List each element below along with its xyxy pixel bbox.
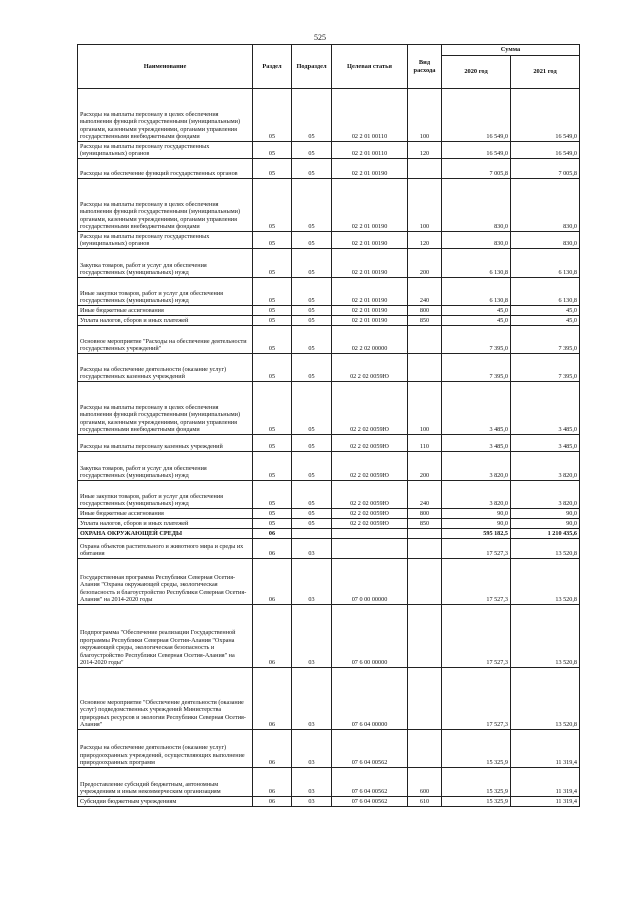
row-sum-2021: 3 485,0 [511,382,580,435]
header-summa: Сумма [442,45,580,56]
table-row [78,354,580,382]
table-row [78,159,580,179]
row-statya: 07 6 00 00000 [332,605,408,668]
row-sum-2021: 90,0 [511,519,580,529]
row-name: Уплата налогов, сборов и иных платежей [78,316,253,326]
row-sum-2020: 595 182,5 [442,529,511,539]
row-razdel: 05 [253,435,292,452]
row-sum-2021: 11 319,4 [511,730,580,768]
row-razdel: 05 [253,519,292,529]
row-sum-2021: 7 005,8 [511,159,580,179]
row-sum-2020: 3 485,0 [442,382,511,435]
table-row [78,529,580,539]
row-sum-2020: 3 820,0 [442,452,511,481]
row-vid: 240 [408,481,442,509]
row-podrazdel: 03 [292,539,332,559]
row-sum-2021: 16 549,0 [511,142,580,159]
row-sum-2020: 90,0 [442,519,511,529]
row-sum-2020: 7 395,0 [442,326,511,354]
row-statya: 02 2 02 0059Ю [332,519,408,529]
row-razdel: 05 [253,159,292,179]
row-sum-2021: 13 520,8 [511,605,580,668]
row-sum-2020: 45,0 [442,316,511,326]
row-statya: 07 6 04 00000 [332,668,408,730]
row-statya: 02 2 01 00190 [332,278,408,306]
row-razdel: 05 [253,382,292,435]
row-vid [408,668,442,730]
table-row [78,797,580,807]
row-sum-2021: 16 549,0 [511,89,580,142]
row-sum-2020: 45,0 [442,306,511,316]
row-statya: 02 2 02 00000 [332,326,408,354]
row-statya: 02 2 01 00190 [332,306,408,316]
row-vid: 600 [408,768,442,797]
table-row [78,89,580,142]
row-statya: 07 6 04 00562 [332,768,408,797]
row-podrazdel: 05 [292,142,332,159]
row-sum-2021: 7 395,0 [511,326,580,354]
table-row [78,326,580,354]
row-name: Подпрограмма "Обеспечение реализации Государственной программы Республики Северная Осетия-Алания "Охрана окружающей среды, экологическая безопасность и благоустройство Республики Северная Осетия-Алания" на 2014-2020 годы" [78,605,253,668]
table-row [78,249,580,278]
row-sum-2020: 17 527,3 [442,539,511,559]
row-sum-2021: 3 485,0 [511,435,580,452]
row-sum-2021: 11 319,4 [511,797,580,807]
table-row [78,316,580,326]
row-name: Расходы на выплаты персоналу государственных (муниципальных) органов [78,232,253,249]
table-row [78,730,580,768]
row-statya: 02 2 02 0059Ю [332,509,408,519]
row-name: Уплата налогов, сборов и иных платежей [78,519,253,529]
header-razdel: Раздел [253,45,292,89]
table-row [78,142,580,159]
row-sum-2021: 11 319,4 [511,768,580,797]
row-vid: 200 [408,249,442,278]
row-vid [408,559,442,605]
row-sum-2020: 90,0 [442,509,511,519]
row-sum-2020: 830,0 [442,232,511,249]
row-sum-2020: 17 527,3 [442,605,511,668]
row-razdel: 05 [253,452,292,481]
row-sum-2021: 6 130,8 [511,278,580,306]
row-vid: 850 [408,316,442,326]
row-statya: 02 2 01 00110 [332,89,408,142]
row-name: Государственная программа Республики Северная Осетия-Алания "Охрана окружающей среды, экологическая безопасность и благоустройство Республики Северная Осетия-Алания" на 2014-2020 годы [78,559,253,605]
row-sum-2021: 45,0 [511,306,580,316]
table-body [78,89,580,807]
row-statya: 02 2 02 0059Ю [332,435,408,452]
row-name: Основное мероприятие "Обеспечение деятельности (оказание услуг) подведомственных учреждений Министерства природных ресурсов и экологии Республики Северная Осетия-Алания" [78,668,253,730]
row-razdel: 05 [253,354,292,382]
row-podrazdel: 05 [292,519,332,529]
table-row [78,559,580,605]
row-statya: 02 2 01 00190 [332,232,408,249]
row-podrazdel: 05 [292,452,332,481]
table-row [78,509,580,519]
row-podrazdel: 05 [292,316,332,326]
row-razdel: 05 [253,306,292,316]
row-name: Иные бюджетные ассигнования [78,306,253,316]
row-vid [408,529,442,539]
header-year-2021: 2021 год [511,56,580,89]
row-name: Расходы на обеспечение деятельности (оказание услуг) государственных казенных учреждений [78,354,253,382]
row-name: Закупка товаров, работ и услуг для обеспечения государственных (муниципальных) нужд [78,452,253,481]
row-statya: 02 2 01 00190 [332,179,408,232]
row-vid: 100 [408,89,442,142]
row-sum-2020: 6 130,8 [442,249,511,278]
row-razdel: 06 [253,539,292,559]
table-row [78,435,580,452]
row-razdel: 05 [253,316,292,326]
row-vid: 800 [408,509,442,519]
row-razdel: 05 [253,481,292,509]
row-statya: 07 6 04 00562 [332,730,408,768]
table-row [78,452,580,481]
row-statya: 02 2 01 00190 [332,249,408,278]
row-sum-2020: 17 527,3 [442,559,511,605]
row-podrazdel: 03 [292,730,332,768]
row-razdel: 06 [253,559,292,605]
row-vid [408,730,442,768]
row-sum-2021: 7 395,0 [511,354,580,382]
row-razdel: 06 [253,730,292,768]
row-name: Иные закупки товаров, работ и услуг для обеспечения государственных (муниципальных) нужд [78,481,253,509]
header-year-2020: 2020 год [442,56,511,89]
row-sum-2020: 3 820,0 [442,481,511,509]
row-razdel: 06 [253,605,292,668]
row-name: Иные закупки товаров, работ и услуг для обеспечения государственных (муниципальных) нужд [78,278,253,306]
row-statya: 02 2 01 00190 [332,159,408,179]
row-statya: 07 0 00 00000 [332,559,408,605]
row-vid [408,605,442,668]
row-razdel: 05 [253,326,292,354]
row-vid: 850 [408,519,442,529]
row-podrazdel: 05 [292,249,332,278]
row-razdel: 05 [253,509,292,519]
row-podrazdel: 05 [292,481,332,509]
row-sum-2020: 6 130,8 [442,278,511,306]
row-vid: 100 [408,382,442,435]
row-sum-2020: 16 549,0 [442,142,511,159]
row-name: Основное мероприятие "Расходы на обеспечение деятельности государственных учреждений" [78,326,253,354]
row-sum-2020: 7 395,0 [442,354,511,382]
row-podrazdel: 05 [292,435,332,452]
row-razdel: 05 [253,232,292,249]
row-razdel: 05 [253,249,292,278]
header-podrazdel: Подраздел [292,45,332,89]
row-sum-2021: 45,0 [511,316,580,326]
row-vid [408,539,442,559]
header-statya: Целевая статья [332,45,408,89]
row-razdel: 06 [253,797,292,807]
row-name: Субсидии бюджетным учреждениям [78,797,253,807]
row-vid [408,326,442,354]
row-podrazdel: 05 [292,89,332,142]
page-number: 525 [314,33,326,42]
row-razdel: 06 [253,668,292,730]
row-vid: 200 [408,452,442,481]
row-name: Расходы на выплаты персоналу в целях обеспечения выполнения функций государственными (муниципальными) органами, казенными учреждениями, органами управления государственными внебюджетными фондами [78,89,253,142]
table-row [78,232,580,249]
row-podrazdel: 05 [292,232,332,249]
row-podrazdel: 03 [292,668,332,730]
row-podrazdel: 05 [292,382,332,435]
row-vid: 120 [408,232,442,249]
row-sum-2020: 16 549,0 [442,89,511,142]
row-sum-2020: 3 485,0 [442,435,511,452]
table-row [78,768,580,797]
row-statya: 02 2 01 00110 [332,142,408,159]
row-podrazdel: 03 [292,559,332,605]
row-name: Охрана объектов растительного и животного мира и среды их обитания [78,539,253,559]
row-podrazdel: 05 [292,159,332,179]
row-razdel: 05 [253,179,292,232]
row-podrazdel: 05 [292,306,332,316]
row-sum-2020: 830,0 [442,179,511,232]
row-razdel: 06 [253,529,292,539]
row-name: Закупка товаров, работ и услуг для обеспечения государственных (муниципальных) нужд [78,249,253,278]
row-sum-2021: 13 520,8 [511,539,580,559]
row-statya [332,539,408,559]
row-statya [332,529,408,539]
row-sum-2020: 15 325,9 [442,797,511,807]
row-podrazdel: 05 [292,179,332,232]
row-podrazdel: 03 [292,605,332,668]
row-podrazdel: 05 [292,278,332,306]
row-statya: 02 2 02 0059Ю [332,382,408,435]
row-sum-2021: 13 520,8 [511,668,580,730]
row-statya: 02 2 02 0059Ю [332,354,408,382]
row-statya: 02 2 02 0059Ю [332,452,408,481]
row-name: Расходы на выплаты персоналу государственных (муниципальных) органов [78,142,253,159]
table-row [78,382,580,435]
row-razdel: 05 [253,278,292,306]
row-razdel: 06 [253,768,292,797]
row-name: Расходы на обеспечение функций государственных органов [78,159,253,179]
row-vid: 800 [408,306,442,316]
table-row [78,519,580,529]
row-vid [408,159,442,179]
row-razdel: 05 [253,142,292,159]
table-row [78,179,580,232]
row-name: Иные бюджетные ассигнования [78,509,253,519]
table-row [78,668,580,730]
row-name: Предоставление субсидий бюджетным, автономным учреждениям и иным некоммерческим организациям [78,768,253,797]
row-vid [408,354,442,382]
row-sum-2021: 830,0 [511,232,580,249]
row-name: Расходы на выплаты персоналу в целях обеспечения выполнения функций государственными (муниципальными) органами, казенными учреждениями, органами управления государственными внебюджетными фондами [78,179,253,232]
row-sum-2020: 7 005,8 [442,159,511,179]
row-sum-2021: 3 820,0 [511,452,580,481]
row-vid: 610 [408,797,442,807]
table-row [78,278,580,306]
row-podrazdel: 05 [292,509,332,519]
row-sum-2021: 13 520,8 [511,559,580,605]
row-sum-2020: 17 527,3 [442,668,511,730]
row-statya: 02 2 01 00190 [332,316,408,326]
table-row [78,605,580,668]
row-name: Расходы на выплаты персоналу в целях обеспечения выполнения функций государственными (муниципальными) органами, казенными учреждениями, органами управления государственными внебюджетными фондами [78,382,253,435]
row-sum-2021: 830,0 [511,179,580,232]
table-row [78,539,580,559]
row-sum-2021: 3 820,0 [511,481,580,509]
row-sum-2020: 15 325,9 [442,768,511,797]
row-podrazdel: 05 [292,354,332,382]
row-podrazdel: 03 [292,797,332,807]
row-vid: 240 [408,278,442,306]
row-name: ОХРАНА ОКРУЖАЮЩЕЙ СРЕДЫ [78,529,253,539]
row-razdel: 05 [253,89,292,142]
table-row [78,306,580,316]
row-name: Расходы на выплаты персоналу казенных учреждений [78,435,253,452]
row-sum-2021: 90,0 [511,509,580,519]
row-podrazdel: 05 [292,326,332,354]
row-name: Расходы на обеспечение деятельности (оказание услуг) природоохранных учреждений, осуществляющих выполнение природоохранных программ [78,730,253,768]
row-sum-2021: 1 210 435,6 [511,529,580,539]
row-statya: 02 2 02 0059Ю [332,481,408,509]
table-row [78,481,580,509]
row-podrazdel: 03 [292,768,332,797]
header-name: Наименование [78,45,253,89]
row-vid: 120 [408,142,442,159]
row-statya: 07 6 04 00562 [332,797,408,807]
header-vid: Вид расхода [408,45,442,89]
budget-table [77,44,580,807]
row-vid: 110 [408,435,442,452]
row-sum-2020: 15 325,9 [442,730,511,768]
row-sum-2021: 6 130,8 [511,249,580,278]
row-vid: 100 [408,179,442,232]
row-podrazdel [292,529,332,539]
